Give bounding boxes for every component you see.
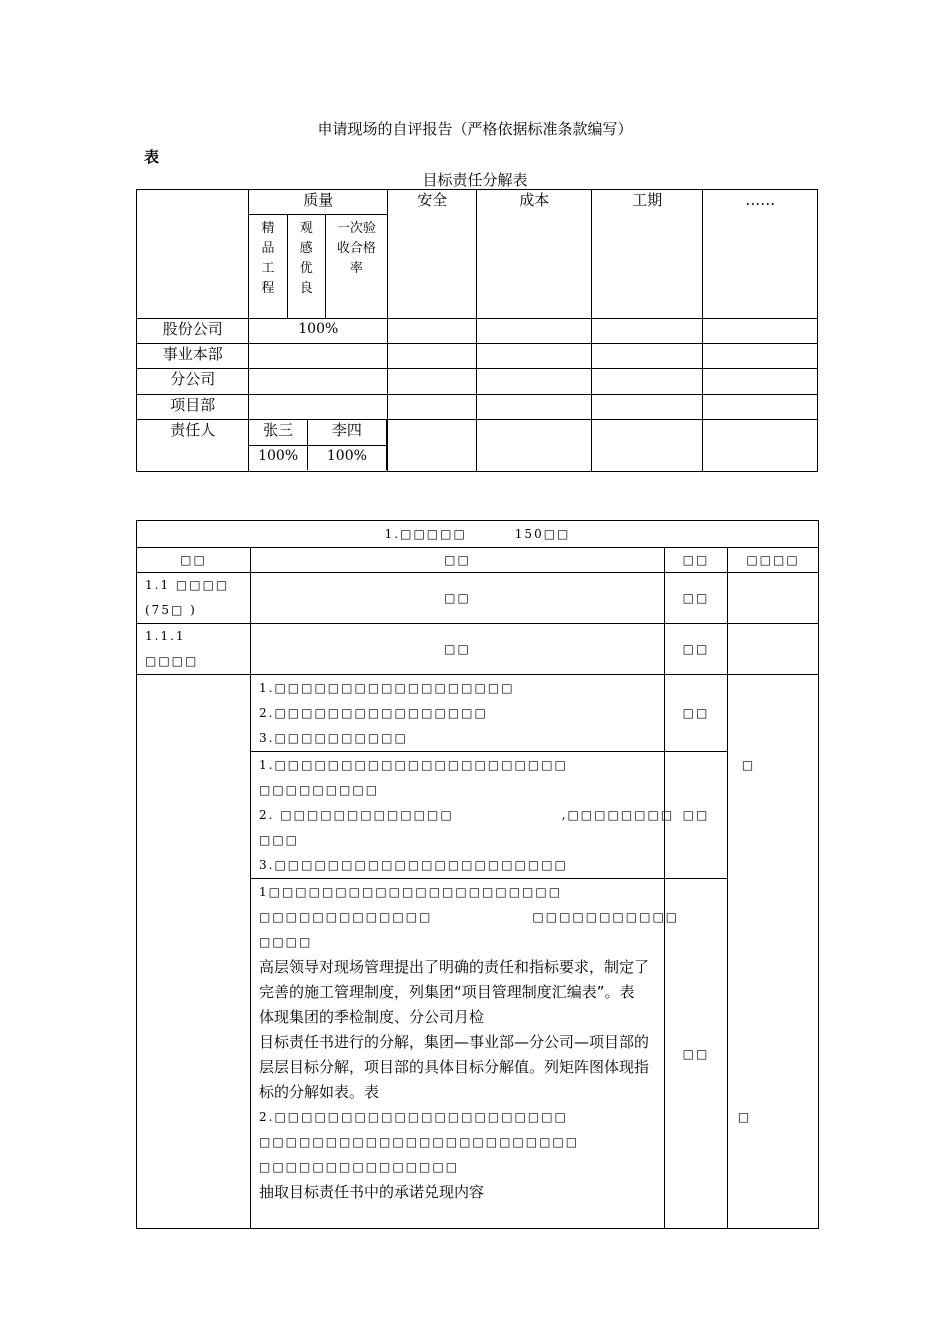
col-header-item: □□ <box>137 548 251 573</box>
owner-cell <box>249 420 388 472</box>
target-responsibility-table <box>136 189 818 472</box>
item-1-1-1-content: □□ <box>251 624 665 675</box>
row-label-division: 事业本部 <box>137 344 249 369</box>
item-1-1-1-score: □□ <box>665 624 728 675</box>
header-cost: 成本 <box>477 190 591 319</box>
col-header-score: □□ <box>665 548 728 573</box>
criteria-text-2: 体现集团的季检制度、分公司月检 <box>259 1008 485 1026</box>
col-header-content: □□ <box>251 548 665 573</box>
criteria-group-3: 1□□□□□□□□□□□□□□□□□□□□□□ □□□□□□□□□□□□□ □□□□□□□□□□□ □□□□ 高层领导对现场管理提出了明确的责任和指标要求，制定了完善的施工管理制度，列集团“项目管理制度汇编表”。表 体现集团的季检制度、分公司月检 目标责任书进行的分解，集团—事业部—分公司—项目部的层层目标分解，项目部的具体目标分解值。列矩阵图体现指标的分解如表。表 2.□□□□□□□□□□□□□□□□□□□□□□ □ □□□□□□□□□□□□□□□□□□□□□□□□ □□□□□□□□□□□□□□□ 抽取目标责任书中的承诺兑现内容 <box>251 879 665 1229</box>
company-quality-value: 100% <box>249 319 388 344</box>
row-label-owner: 责任人 <box>137 420 249 472</box>
item-1-1-score: □□ <box>665 573 728 624</box>
section-header: 1.□□□□□ 150□□ <box>137 521 819 548</box>
person-2-value: 100% <box>307 445 386 470</box>
criteria-group-2-score: □□ <box>665 752 728 879</box>
person-2: 李四 <box>307 420 386 445</box>
criteria-group-3-score: □□ <box>665 879 728 1229</box>
row-label-branch: 分公司 <box>137 369 249 395</box>
document-title: 申请现场的自评报告（严格依据标准条款编写） <box>317 120 633 138</box>
row-label-project: 项目部 <box>137 395 249 420</box>
criteria-text-3: 目标责任书进行的分解，集团—事业部—分公司—项目部的层层目标分解，项目部的具体目标分解值。列矩阵图体现指标的分解如表。表 <box>259 1033 650 1101</box>
header-quality: 质量 <box>249 190 388 215</box>
item-empty-cell <box>137 675 251 1229</box>
header-more: …… <box>703 190 818 319</box>
person-1: 张三 <box>249 420 307 445</box>
table-caption: 目标责任分解表 <box>422 171 528 189</box>
col-header-self-score: □□□□ <box>728 548 819 573</box>
row-label-company: 股份公司 <box>137 319 249 344</box>
criteria-group-2: 1.□□□□□□□□□□□□□□□□□□□□□□ □ □□□□□□□□□ 2. □□□□□□□□□□□□□ ,□□□□□□□□ □□□ 3.□□□□□□□□□□□□□□□□□□□□□□ <box>251 752 665 879</box>
criteria-text-4: 抽取目标责任书中的承诺兑现内容 <box>259 1183 485 1201</box>
corner-cell <box>137 190 249 319</box>
table-label: 表 <box>144 148 160 166</box>
item-1-1-content: □□ <box>251 573 665 624</box>
criteria-group-1: 1.□□□□□□□□□□□□□□□□□□ 2.□□□□□□□□□□□□□□□□ 3.□□□□□□□□□□ <box>251 675 665 752</box>
person-1-value: 100% <box>249 445 307 470</box>
item-1-1: 1.1 □□□□ (75□ ) <box>137 573 251 624</box>
sub-header-appearance: 观感优良 <box>287 215 325 319</box>
criteria-group-1-score: □□ <box>665 675 728 752</box>
header-safety: 安全 <box>388 190 477 319</box>
item-1-1-1: 1.1.1 □□□□ <box>137 624 251 675</box>
sub-header-pass-rate: 一次验收合格率 <box>325 215 387 319</box>
evaluation-table <box>136 520 819 1229</box>
sub-header-fine-project: 精品工程 <box>249 215 287 319</box>
header-schedule: 工期 <box>591 190 702 319</box>
criteria-text-1: 高层领导对现场管理提出了明确的责任和指标要求，制定了完善的施工管理制度，列集团“项目管理制度汇编表”。表 <box>259 958 650 1001</box>
